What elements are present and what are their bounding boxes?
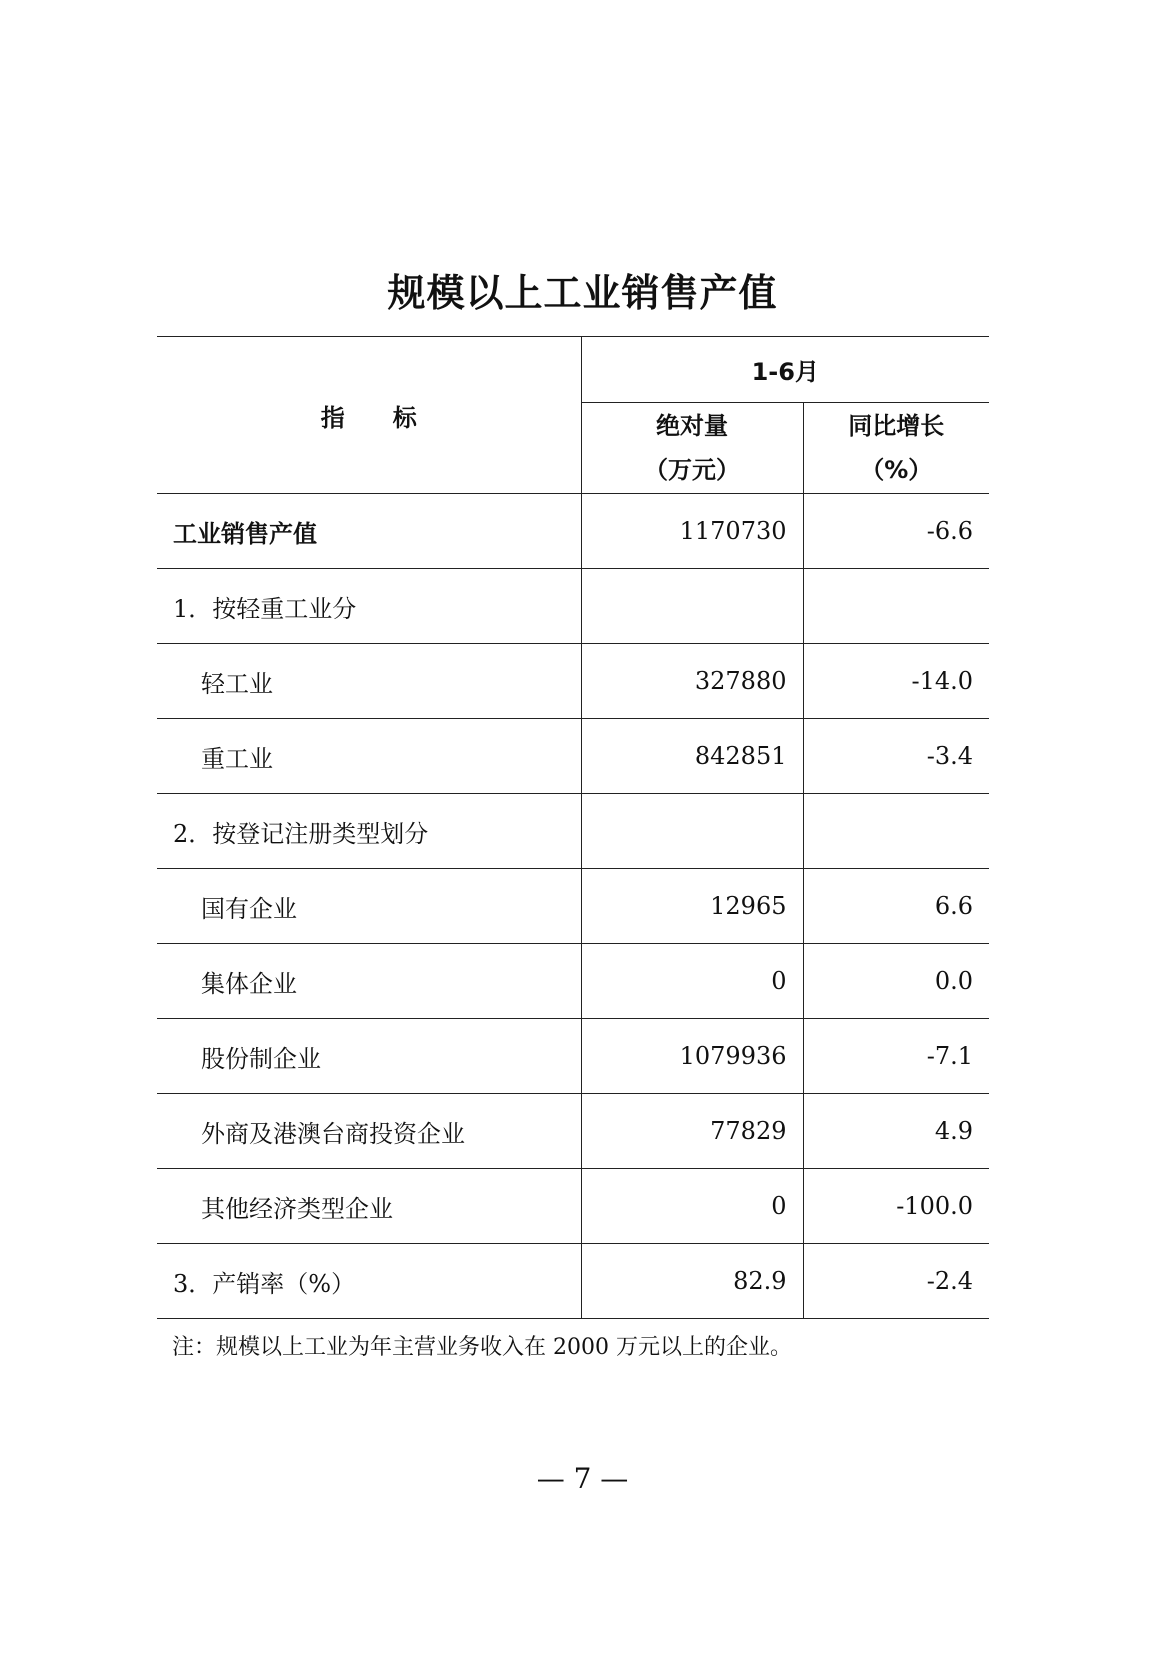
table-row	[157, 794, 989, 869]
table-row	[157, 719, 989, 794]
page-number: — 7 —	[536, 1462, 629, 1495]
header-yoy	[803, 403, 989, 494]
row-yoy: 0.0	[803, 944, 989, 1019]
row-yoy: 6.6	[803, 869, 989, 944]
row-yoy	[803, 569, 989, 644]
row-absolute: 0	[581, 944, 803, 1019]
row-absolute: 0	[581, 1169, 803, 1244]
row-indicator: 轻工业	[157, 644, 581, 719]
row-yoy: -7.1	[803, 1019, 989, 1094]
table-row	[157, 1094, 989, 1169]
row-absolute: 12965	[581, 869, 803, 944]
header-absolute-unit: （万元）	[644, 456, 740, 484]
table-footnote: 注：规模以上工业为年主营业务收入在 2000 万元以上的企业。	[172, 1335, 792, 1360]
header-period: 1-6月	[581, 337, 989, 403]
row-indicator: 外商及港澳台商投资企业	[157, 1094, 581, 1169]
sales-output-table	[157, 336, 989, 1319]
table-row	[157, 944, 989, 1019]
header-yoy-label: 同比增长	[848, 412, 945, 440]
row-indicator: 3．产销率（%）	[157, 1244, 581, 1319]
row-indicator: 2．按登记注册类型划分	[157, 794, 581, 869]
row-indicator: 集体企业	[157, 944, 581, 1019]
row-absolute: 77829	[581, 1094, 803, 1169]
row-yoy: -100.0	[803, 1169, 989, 1244]
row-absolute	[581, 794, 803, 869]
row-absolute: 327880	[581, 644, 803, 719]
row-yoy: 4.9	[803, 1094, 989, 1169]
row-absolute: 1170730	[581, 494, 803, 569]
row-yoy: -3.4	[803, 719, 989, 794]
table-row	[157, 1244, 989, 1319]
row-yoy	[803, 794, 989, 869]
header-yoy-unit: （%）	[860, 456, 933, 484]
row-indicator: 其他经济类型企业	[157, 1169, 581, 1244]
row-absolute: 1079936	[581, 1019, 803, 1094]
row-yoy: -6.6	[803, 494, 989, 569]
row-yoy: -14.0	[803, 644, 989, 719]
row-absolute: 842851	[581, 719, 803, 794]
row-absolute	[581, 569, 803, 644]
table-row	[157, 1019, 989, 1094]
row-indicator: 国有企业	[157, 869, 581, 944]
table-row	[157, 569, 989, 644]
page-title: 规模以上工业销售产值	[387, 271, 778, 315]
row-yoy: -2.4	[803, 1244, 989, 1319]
row-indicator: 重工业	[157, 719, 581, 794]
row-absolute: 82.9	[581, 1244, 803, 1319]
header-absolute-label: 绝对量	[656, 412, 728, 440]
table-row	[157, 494, 989, 569]
header-indicator: 指标	[157, 337, 581, 494]
table-header-row	[157, 337, 989, 403]
header-absolute	[581, 403, 803, 494]
table-row	[157, 644, 989, 719]
table-row	[157, 869, 989, 944]
row-indicator: 工业销售产值	[157, 494, 581, 569]
table-row	[157, 1169, 989, 1244]
row-indicator: 股份制企业	[157, 1019, 581, 1094]
row-indicator: 1．按轻重工业分	[157, 569, 581, 644]
